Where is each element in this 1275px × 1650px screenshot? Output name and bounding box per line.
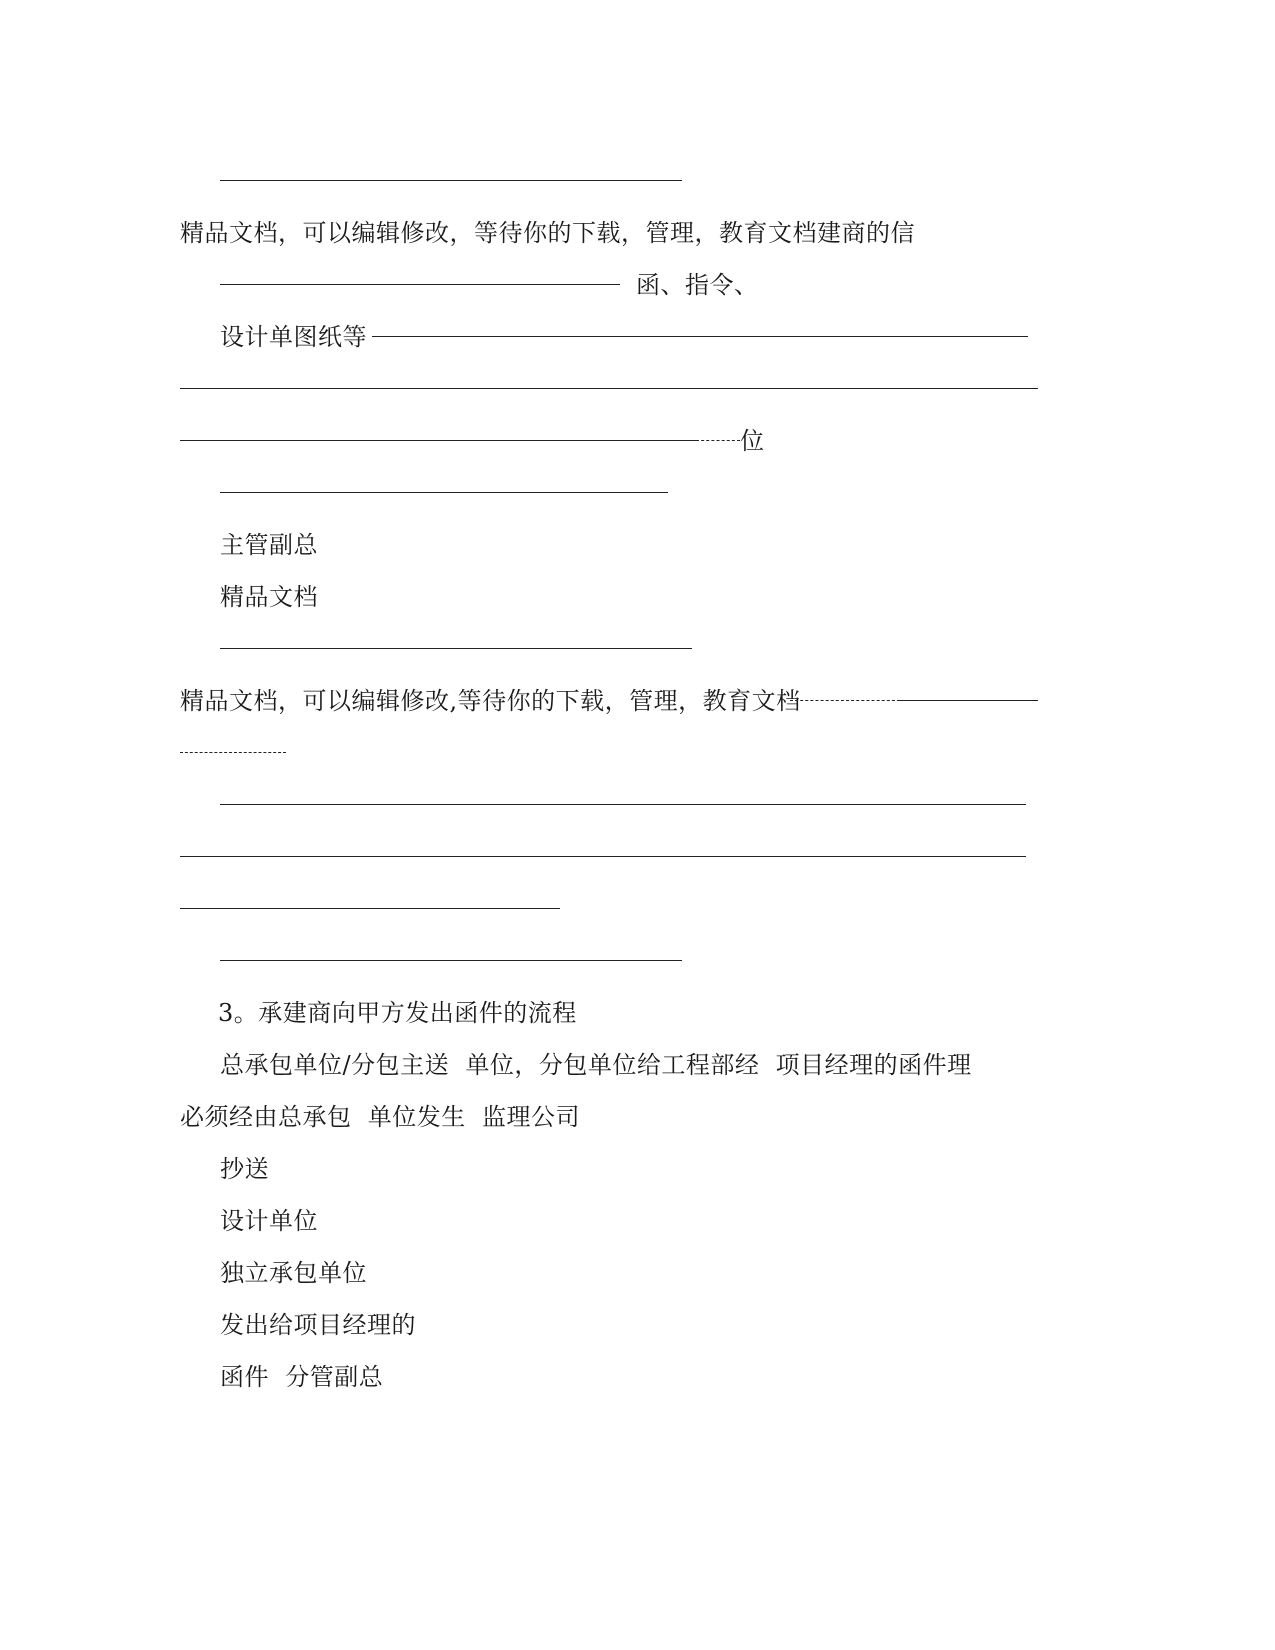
text-line: 精品文档，可以编辑修改，等待你的下载，管理，教育文档建商的信 bbox=[180, 219, 915, 247]
text-line: 发出给项目经理的 bbox=[220, 1311, 416, 1339]
text-line: 位 bbox=[740, 427, 765, 455]
text-line: 3。承建商向甲方发出函件的流程 bbox=[218, 999, 577, 1027]
separator-line bbox=[220, 804, 1026, 805]
text-line: 抄送 bbox=[220, 1155, 269, 1183]
separator-line bbox=[220, 648, 692, 649]
text-line: 总承包单位/分包主送 单位，分包单位给工程部经 项目经理的函件理 bbox=[220, 1051, 972, 1079]
separator-line bbox=[180, 440, 696, 441]
separator-line bbox=[180, 856, 1026, 857]
separator-line bbox=[220, 492, 668, 493]
separator-line bbox=[220, 284, 620, 285]
text-line: 设计单图纸等 bbox=[220, 323, 367, 351]
text-line: 独立承包单位 bbox=[220, 1259, 367, 1287]
separator-line bbox=[900, 700, 1038, 701]
text-line: 精品文档 bbox=[220, 583, 318, 611]
separator-line bbox=[220, 960, 682, 961]
separator-line bbox=[790, 700, 900, 701]
separator-line bbox=[180, 752, 286, 753]
text-line: 主管副总 bbox=[220, 531, 318, 559]
separator-line bbox=[180, 388, 1038, 389]
text-line: 精品文档，可以编辑修改,等待你的下载，管理，教育文档 bbox=[180, 687, 801, 715]
separator-line bbox=[180, 908, 560, 909]
text-line: 必须经由总承包 单位发生 监理公司 bbox=[180, 1103, 581, 1131]
separator-line bbox=[220, 180, 682, 181]
text-line: 设计单位 bbox=[220, 1207, 318, 1235]
separator-line bbox=[696, 440, 740, 441]
text-line: 函件 分管副总 bbox=[220, 1363, 384, 1391]
text-line: 函、指令、 bbox=[636, 271, 759, 299]
separator-line bbox=[372, 336, 1028, 337]
